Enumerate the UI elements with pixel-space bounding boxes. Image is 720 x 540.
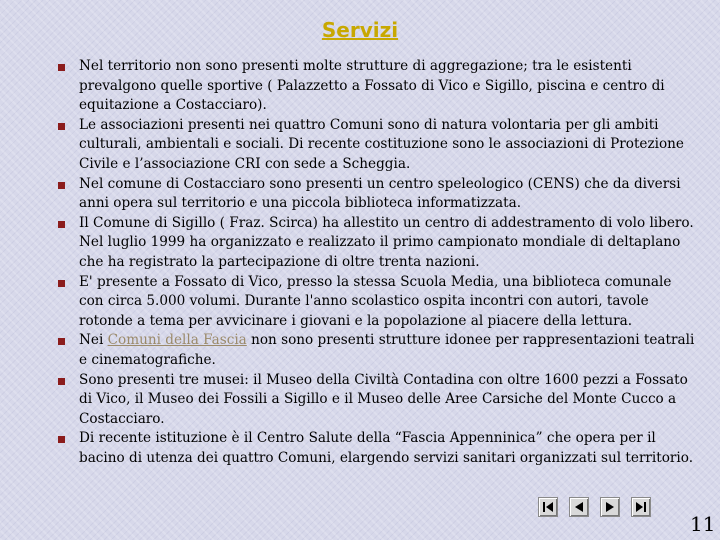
list-item bbox=[48, 273, 698, 332]
slide-title: Servizi bbox=[321, 18, 399, 42]
slide-navigation bbox=[538, 497, 651, 517]
list-item-text: Le associazioni presenti nei quattro Comuni sono di natura volontaria per gli ambiti culturali, ambientali e sociali. Di recente costituzione sono le associazioni di Protezione Civile e l’associazione CRI con sede a Scheggia. bbox=[79, 116, 684, 172]
list-item bbox=[48, 214, 698, 273]
previous-slide-icon bbox=[572, 500, 586, 514]
content-list bbox=[48, 57, 698, 468]
list-item-text: Nel territorio non sono presenti molte strutture di aggregazione; tra le esistenti prevalgono quelle sportive ( Palazzetto a Fossato di Vico e Sigillo, piscina e centro di equitazione a Costacciaro). bbox=[79, 58, 665, 114]
list-item-text-before: Nei bbox=[79, 332, 108, 349]
square-bullet-icon bbox=[58, 338, 65, 345]
nav-next-button[interactable] bbox=[600, 497, 620, 517]
comuni-fascia-link[interactable]: Comuni della Fascia bbox=[107, 332, 247, 349]
first-slide-icon bbox=[541, 500, 555, 514]
list-item-text: Il Comune di Sigillo ( Fraz. Scirca) ha allestito un centro di addestramento di volo libero. Nel luglio 1999 ha organizzato e realizzato il primo campionato mondiale di deltaplano che ha registrato la partecipazione di oltre trenta nazioni. bbox=[79, 214, 694, 270]
list-item-text-after: non sono presenti strutture idonee per rappresentazioni teatrali e cinematografiche. bbox=[79, 332, 695, 368]
square-bullet-icon bbox=[58, 378, 65, 385]
list-item-text: Sono presenti tre musei: il Museo della Civiltà Contadina con oltre 1600 pezzi a Fossato di Vico, il Museo dei Fossili a Sigillo e il Museo delle Aree Carsiche del Monte Cucco a Costacciaro. bbox=[79, 371, 688, 427]
list-item-text: Di recente istituzione è il Centro Salute della “Fascia Appenninica” che opera per il bacino di utenza dei quattro Comuni, elargendo servizi sanitari organizzati sul territorio. bbox=[79, 430, 694, 466]
nav-last-button[interactable] bbox=[631, 497, 651, 517]
list-item bbox=[48, 429, 698, 468]
last-slide-icon bbox=[634, 500, 648, 514]
square-bullet-icon bbox=[58, 436, 65, 443]
nav-first-button[interactable] bbox=[538, 497, 558, 517]
list-item-text: E' presente a Fossato di Vico, presso la stessa Scuola Media, una biblioteca comunale con circa 5.000 volumi. Durante l'anno scolastico ospita incontri con autori, tavole rotonde a tema per avvicinare i giovani e la popolazione al piacere della lettura. bbox=[79, 273, 672, 329]
square-bullet-icon bbox=[58, 123, 65, 130]
list-item bbox=[48, 371, 698, 430]
square-bullet-icon bbox=[58, 64, 65, 71]
list-item-text: Nel comune di Costacciaro sono presenti un centro speleologico (CENS) che da diversi anni opera sul territorio e una piccola biblioteca informatizzata. bbox=[79, 175, 681, 212]
nav-previous-button[interactable] bbox=[569, 497, 589, 517]
square-bullet-icon bbox=[58, 182, 65, 189]
square-bullet-icon bbox=[58, 280, 65, 287]
square-bullet-icon bbox=[58, 221, 65, 228]
list-item bbox=[48, 175, 698, 214]
next-slide-icon bbox=[603, 500, 617, 514]
list-item bbox=[48, 331, 698, 370]
page-number: 11 bbox=[690, 512, 716, 536]
list-item bbox=[48, 116, 698, 175]
list-item bbox=[48, 57, 698, 116]
